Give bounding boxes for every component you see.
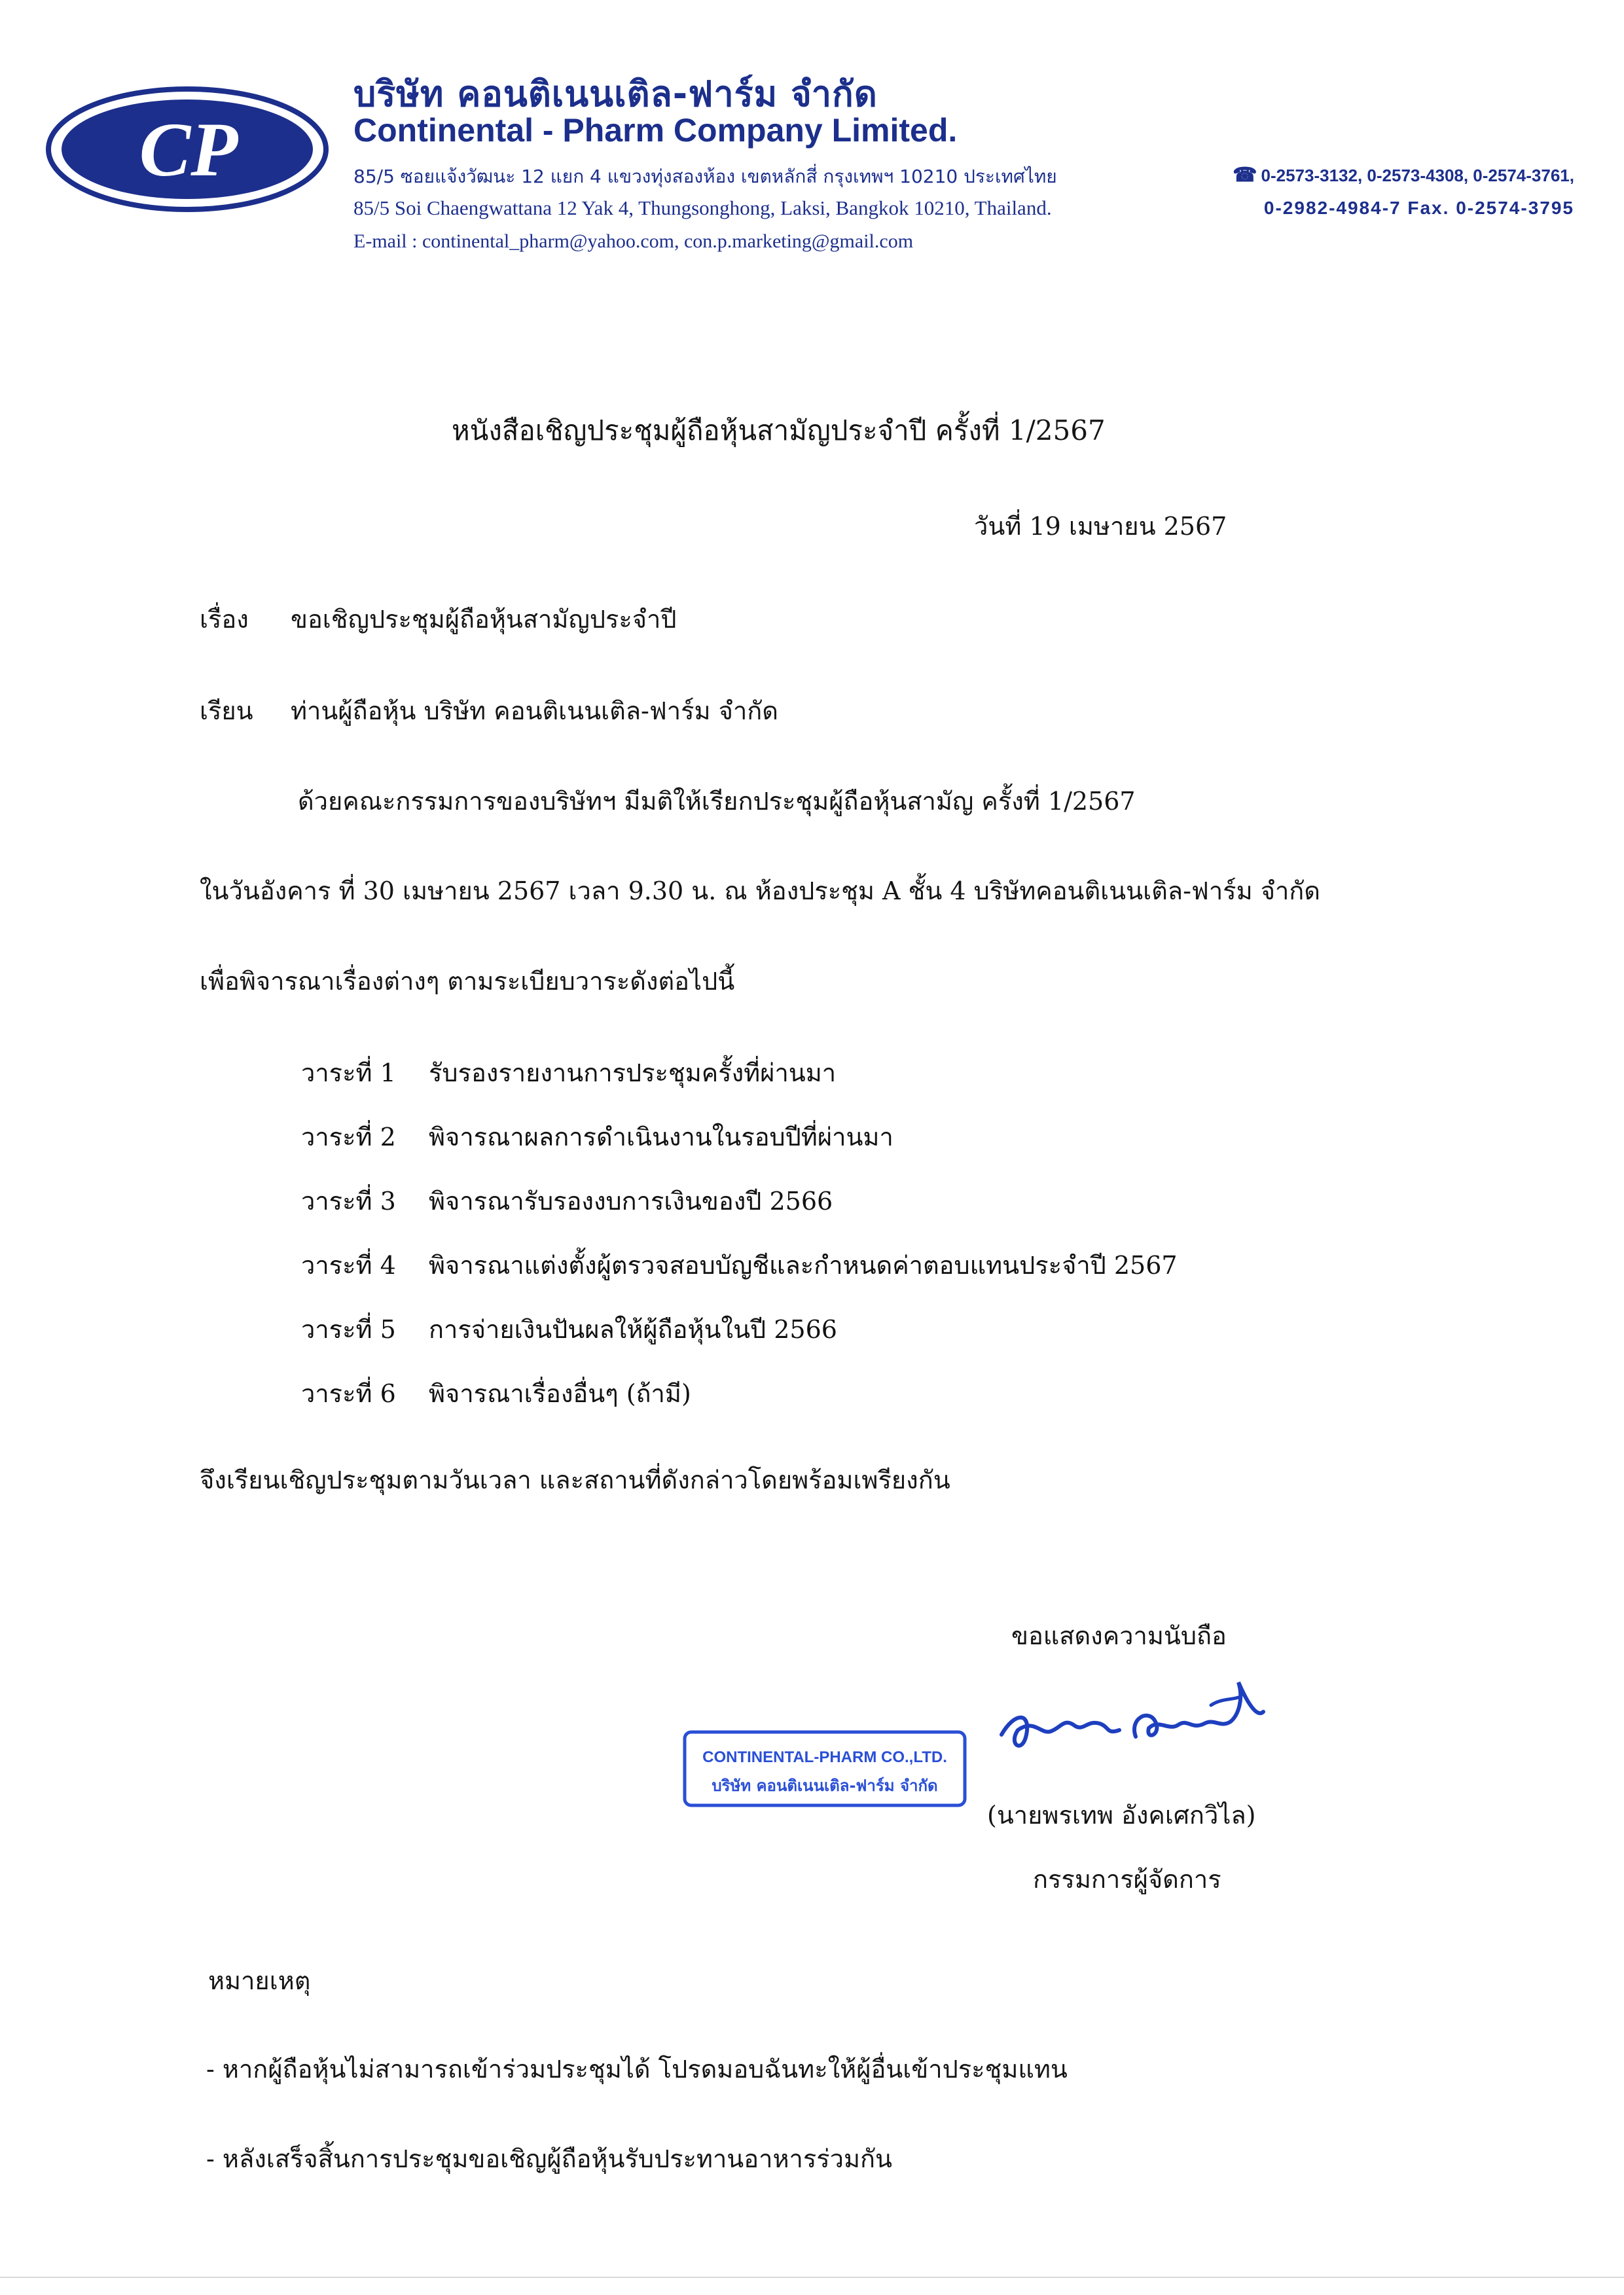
intro-line-3: เพื่อพิจารณาเรื่องต่างๆ ตามระเบียบวาระดังต่อไปนี้ (200, 967, 735, 996)
signer-name: (นายพรเทพ อังคเศกวิไล) (987, 1801, 1256, 1830)
recipient-text: ท่านผู้ถือหุ้น บริษัท คอนติเนนเติล-ฟาร์ม จำกัด (291, 696, 778, 725)
note-item: - หลังเสร็จสิ้นการประชุมขอเชิญผู้ถือหุ้นรับประทานอาหารร่วมกัน (206, 2144, 893, 2173)
agenda-label: วาระที่ 3 (301, 1187, 396, 1216)
agenda-label: วาระที่ 6 (301, 1379, 396, 1408)
agenda-item (301, 1053, 836, 1093)
agenda-label: วาระที่ 2 (301, 1123, 396, 1151)
agenda-label: วาระที่ 4 (301, 1251, 396, 1280)
recipient-label: เรียน (200, 696, 253, 725)
page-bottom-edge (0, 2277, 1624, 2278)
logo-text: CP (139, 107, 238, 192)
company-logo (43, 84, 331, 215)
signature (995, 1672, 1270, 1771)
company-name-thai: บริษัท คอนติเนนเติล-ฟาร์ม จำกัด (353, 73, 878, 115)
intro-line-1: ด้วยคณะกรรมการของบริษัทฯ มีมติให้เรียกประชุมผู้ถือหุ้นสามัญ ครั้งที่ 1/2567 (298, 787, 1136, 816)
agenda-item (301, 1309, 837, 1349)
address-english: 85/5 Soi Chaengwattana 12 Yak 4, Thungsonghong, Laksi, Bangkok 10210, Thailand. (353, 196, 1052, 219)
company-name-english: Continental - Pharm Company Limited. (353, 112, 958, 149)
address-thai: 85/5 ซอยแจ้งวัฒนะ 12 แยก 4 แขวงทุ่งสองห้อง เขตหลักสี่ กรุงเทพฯ 10210 ประเทศไทย (353, 166, 1057, 187)
phone-line (1233, 164, 1574, 187)
agenda-item (301, 1181, 833, 1221)
agenda-text: พิจารณาแต่งตั้งผู้ตรวจสอบบัญชีและกำหนดค่าตอบแทนประจำปี 2567 (429, 1251, 1178, 1280)
fax-line: 0-2982-4984-7 Fax. 0-2574-3795 (1263, 198, 1574, 218)
subject-text: ขอเชิญประชุมผู้ถือหุ้นสามัญประจำปี (291, 605, 677, 634)
letter-date: วันที่ 19 เมษายน 2567 (974, 512, 1227, 541)
stamp-line-english: CONTINENTAL-PHARM CO.,LTD. (702, 1748, 947, 1766)
signer-position: กรรมการผู้จัดการ (1033, 1865, 1221, 1894)
agenda-text: พิจารณาเรื่องอื่นๆ (ถ้ามี) (429, 1379, 691, 1408)
agenda-text: พิจารณารับรองงบการเงินของปี 2566 (429, 1187, 833, 1216)
agenda-item (301, 1245, 1178, 1285)
subject-label: เรื่อง (200, 605, 249, 634)
phone-numbers: 0-2573-3132, 0-2573-4308, 0-2574-3761, (1261, 166, 1574, 185)
agenda-label: วาระที่ 1 (301, 1058, 396, 1087)
agenda-item (301, 1117, 893, 1157)
agenda-text: การจ่ายเงินปันผลให้ผู้ถือหุ้นในปี 2566 (429, 1315, 837, 1344)
intro-line-2: ในวันอังคาร ที่ 30 เมษายน 2567 เวลา 9.30 น. ณ ห้องประชุม A ชั้น 4 บริษัทคอนติเนนเติล-ฟาร์ม จำกัด (200, 876, 1320, 905)
note-label: หมายเหตุ (208, 1966, 311, 1995)
email-line: E-mail : continental_pharm@yahoo.com, con.p.marketing@gmail.com (353, 230, 914, 252)
letter-title: หนังสือเชิญประชุมผู้ถือหุ้นสามัญประจำปี ครั้งที่ 1/2567 (452, 414, 1106, 446)
agenda-text: พิจารณาผลการดำเนินงานในรอบปีที่ผ่านมา (429, 1123, 893, 1151)
regards-line: ขอแสดงความนับถือ (1011, 1621, 1227, 1650)
closing-line: จึงเรียนเชิญประชุมตามวันเวลา และสถานที่ดังกล่าวโดยพร้อมเพรียงกัน (200, 1466, 950, 1494)
company-stamp (681, 1728, 969, 1809)
agenda-label: วาระที่ 5 (301, 1315, 396, 1344)
stamp-line-thai: บริษัท คอนติเนนเติล-ฟาร์ม จำกัด (712, 1777, 938, 1795)
telephone-icon: ☎ (1233, 164, 1257, 186)
agenda-text: รับรองรายงานการประชุมครั้งที่ผ่านมา (429, 1058, 837, 1087)
note-item: - หากผู้ถือหุ้นไม่สามารถเข้าร่วมประชุมได้ โปรดมอบฉันทะให้ผู้อื่นเข้าประชุมแทน (206, 2055, 1068, 2084)
agenda-item (301, 1373, 691, 1413)
